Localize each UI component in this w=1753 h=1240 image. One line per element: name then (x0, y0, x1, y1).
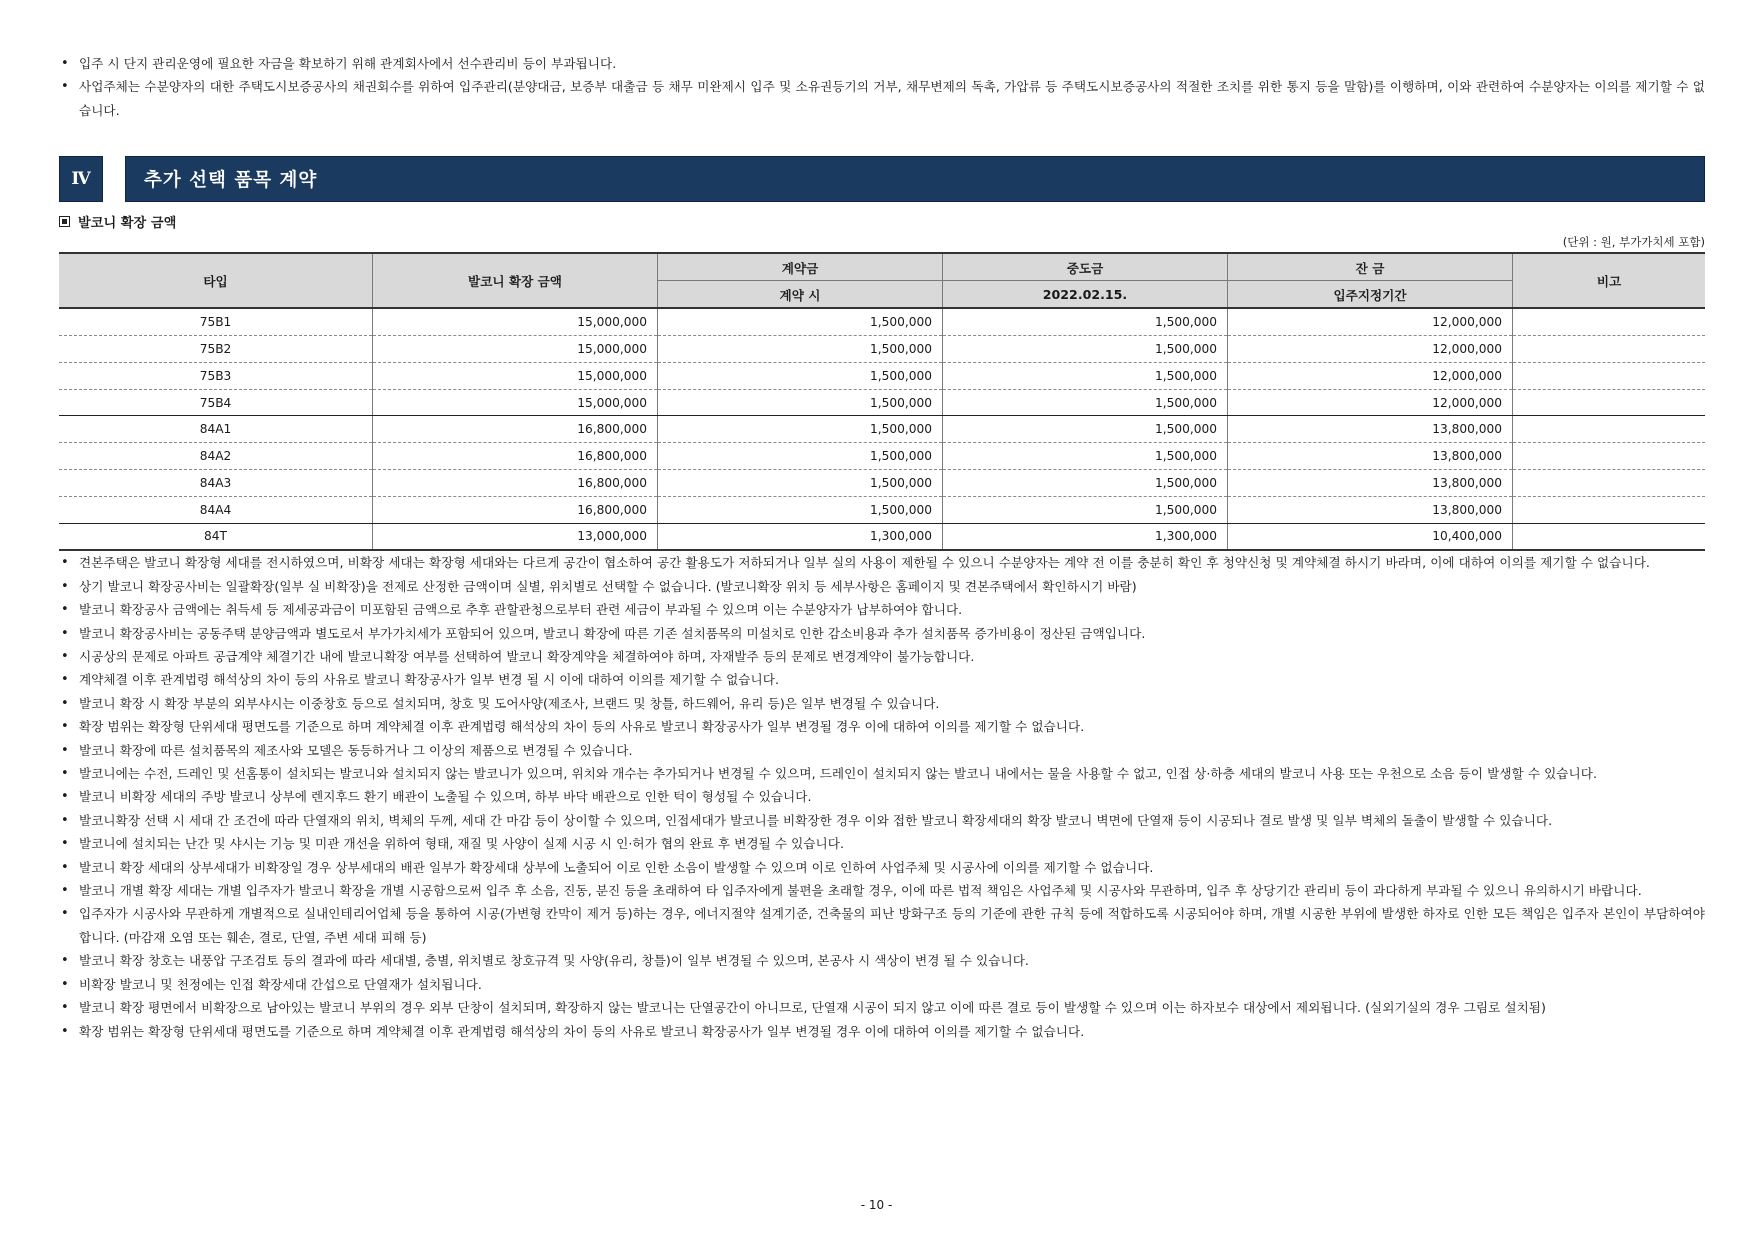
list-item: • 발코니 개별 확장 세대는 개별 입주자가 발코니 확장을 개별 시공함으로써 입주 후 소음, 진동, 분진 등을 초래하여 타 입주자에게 불편을 초래할 경우, 이에 따른 법적 책임은 사업주체 및 시공사와 무관하며, 입주 후 상당기간 관리비 등이 과다하게 부과될 수 있으니 유의하시기 바랍니다. (59, 879, 1705, 902)
table-body (59, 308, 1705, 550)
type-cell: 84A4 (59, 496, 373, 523)
remarks-cell (1513, 389, 1706, 416)
header-balance: 잔 금 (1228, 253, 1513, 281)
type-cell: 75B3 (59, 362, 373, 389)
table-row (59, 389, 1705, 416)
type-cell: 84T (59, 523, 373, 550)
list-item: • 발코니 확장공사비는 공동주택 분양금액과 별도로서 부가가치세가 포함되어 있으며, 발코니 확장에 따른 기존 설치품목의 미설치로 인한 감소비용과 추가 설치품목 증가비용이 정산된 금액입니다. (59, 622, 1705, 645)
header-remarks: 비고 (1513, 253, 1706, 308)
header-balance-when: 입주지정기간 (1228, 281, 1513, 309)
remarks-cell (1513, 523, 1706, 550)
list-item: • 상기 발코니 확장공사비는 일괄확장(일부 실 비확장)을 전제로 산정한 금액이며 실별, 위치별로 선택할 수 없습니다. (발코니확장 위치 등 세부사항은 홈페이지 및 견본주택에서 확인하시기 바람) (59, 575, 1705, 598)
list-item: • 발코니 확장에 따른 설치품목의 제조사와 모델은 동등하거나 그 이상의 제품으로 변경될 수 있습니다. (59, 739, 1705, 762)
balcony-price-table (59, 252, 1705, 551)
middle-cell: 1,500,000 (943, 470, 1228, 497)
deposit-cell: 1,500,000 (658, 416, 943, 443)
type-cell: 75B2 (59, 336, 373, 363)
deposit-cell: 1,500,000 (658, 496, 943, 523)
remarks-cell (1513, 496, 1706, 523)
amount-cell: 16,800,000 (373, 443, 658, 470)
document-page (59, 52, 1705, 1043)
remarks-cell (1513, 416, 1706, 443)
middle-cell: 1,500,000 (943, 362, 1228, 389)
list-item: • 발코니 확장 창호는 내풍압 구조검토 등의 결과에 따라 세대별, 층별, 위치별로 창호규격 및 사양(유리, 창틀)이 일부 변경될 수 있으며, 본공사 시 색상이 변경 될 수 있습니다. (59, 949, 1705, 972)
table-row (59, 443, 1705, 470)
type-cell: 84A1 (59, 416, 373, 443)
amount-cell: 15,000,000 (373, 336, 658, 363)
table-row (59, 336, 1705, 363)
amount-cell: 16,800,000 (373, 416, 658, 443)
remarks-cell (1513, 336, 1706, 363)
list-item: • 사업주체는 수분양자의 대한 주택도시보증공사의 채권회수를 위하여 입주관리(분양대금, 보증부 대출금 등 채무 미완제시 입주 및 소유권등기의 거부, 채무변제의 독촉, 가압류 등 주택도시보증공사의 적절한 조치를 위한 통지 등을 말함)를 이행하며, 이와 관련하여 수분양자는 이의를 제기할 수 없습니다. (59, 75, 1705, 122)
deposit-cell: 1,500,000 (658, 443, 943, 470)
list-item: • 발코니에는 수전, 드레인 및 선홈통이 설치되는 발코니와 설치되지 않는 발코니가 있으며, 위치와 개수는 추가되거나 변경될 수 있으며, 드레인이 설치되지 않는 발코니 내에서는 물을 사용할 수 없고, 인접 상·하층 세대의 발코니 사용 또는 우천으로 소음 등이 발생할 수 있습니다. (59, 762, 1705, 785)
remarks-cell (1513, 470, 1706, 497)
section-number: Ⅳ (59, 156, 103, 202)
deposit-cell: 1,500,000 (658, 308, 943, 335)
deposit-cell: 1,500,000 (658, 389, 943, 416)
square-bullet-icon (59, 216, 70, 227)
remarks-cell (1513, 308, 1706, 335)
middle-cell: 1,500,000 (943, 416, 1228, 443)
list-item: • 발코니 확장공사 금액에는 취득세 등 제세공과금이 미포함된 금액으로 추후 관할관청으로부터 관련 세금이 부과될 수 있으며 이는 수분양자가 납부하여야 합니다. (59, 598, 1705, 621)
type-cell: 84A2 (59, 443, 373, 470)
deposit-cell: 1,500,000 (658, 362, 943, 389)
list-item: • 시공상의 문제로 아파트 공급계약 체결기간 내에 발코니확장 여부를 선택하여 발코니 확장계약을 체결하여야 하며, 자재발주 등의 문제로 변경계약이 불가능합니다. (59, 645, 1705, 668)
unit-note: (단위 : 원, 부가가치세 포함) (1562, 235, 1705, 250)
balance-cell: 12,000,000 (1228, 336, 1513, 363)
deposit-cell: 1,500,000 (658, 470, 943, 497)
header-amount: 발코니 확장 금액 (373, 253, 658, 308)
list-item: • 발코니에 설치되는 난간 및 샤시는 기능 및 미관 개선을 위하여 형태, 재질 및 사양이 실제 시공 시 인·허가 협의 완료 후 변경될 수 있습니다. (59, 832, 1705, 855)
middle-cell: 1,500,000 (943, 496, 1228, 523)
type-cell: 75B4 (59, 389, 373, 416)
list-item: • 발코니 확장 평면에서 비확장으로 남아있는 발코니 부위의 경우 외부 단창이 설치되며, 확장하지 않는 발코니는 단열공간이 아니므로, 단열재 시공이 되지 않고 이에 따른 결로 등이 발생할 수 있으며 이는 하자보수 대상에서 제외됩니다. (실외기실의 경우 그림로 설치됨) (59, 996, 1705, 1019)
list-item: • 확장 범위는 확장형 단위세대 평면도를 기준으로 하며 계약체결 이후 관계법령 해석상의 차이 등의 사유로 발코니 확장공사가 일부 변경될 경우 이에 대하여 이의를 제기할 수 없습니다. (59, 715, 1705, 738)
middle-cell: 1,300,000 (943, 523, 1228, 550)
list-item: • 발코니 비확장 세대의 주방 발코니 상부에 렌지후드 환기 배관이 노출될 수 있으며, 하부 바닥 배관으로 인한 턱이 형성될 수 있습니다. (59, 785, 1705, 808)
list-item: • 발코니확장 선택 시 세대 간 조건에 따라 단열재의 위치, 벽체의 두께, 세대 간 마감 등이 상이할 수 있으며, 인접세대가 발코니를 비확장한 경우 이와 접한 발코니 확장세대의 확장 발코니 벽면에 단열재 등이 시공되나 결로 발생 및 일부 벽체의 돌출이 발생할 수 있습니다. (59, 809, 1705, 832)
list-item: • 발코니 확장 세대의 상부세대가 비확장일 경우 상부세대의 배관 일부가 확장세대 상부에 노출되어 이로 인한 소음이 발생할 수 있으며 이로 인하여 사업주체 및 시공사에 이의를 제기할 수 없습니다. (59, 856, 1705, 879)
balance-cell: 13,800,000 (1228, 470, 1513, 497)
table-row (59, 362, 1705, 389)
section-title: 추가 선택 품목 계약 (125, 156, 1705, 202)
remarks-cell (1513, 362, 1706, 389)
balance-cell: 13,800,000 (1228, 496, 1513, 523)
amount-cell: 15,000,000 (373, 389, 658, 416)
amount-cell: 16,800,000 (373, 496, 658, 523)
list-item: • 견본주택은 발코니 확장형 세대를 전시하였으며, 비확장 세대는 확장형 세대와는 다르게 공간이 협소하여 공간 활용도가 저하되거나 일부 실의 사용이 제한될 수 있으니 수분양자는 계약 전 이를 충분히 확인 후 청약신청 및 계약체결 하시기 바라며, 이에 대하여 이의를 제기할 수 없습니다. (59, 551, 1705, 574)
balance-cell: 12,000,000 (1228, 308, 1513, 335)
middle-cell: 1,500,000 (943, 443, 1228, 470)
table-row (59, 416, 1705, 443)
middle-cell: 1,500,000 (943, 336, 1228, 363)
subsection-heading (59, 212, 1705, 231)
list-item: • 발코니 확장 시 확장 부분의 외부샤시는 이중창호 등으로 설치되며, 창호 및 도어사양(제조사, 브랜드 및 창틀, 하드웨어, 유리 등)은 일부 변경될 수 있습니다. (59, 692, 1705, 715)
table-row (59, 470, 1705, 497)
table-row (59, 496, 1705, 523)
list-item: • 입주자가 시공사와 무관하게 개별적으로 실내인테리어업체 등을 통하여 시공(가변형 칸막이 제거 등)하는 경우, 에너지절약 설계기준, 건축물의 피난 방화구조 등의 기준에 관한 규칙 등에 적합하도록 시공되어야 하며, 개별 시공한 부위에 발생한 하자로 인한 모든 책임은 입주자 본인이 부담하여야 합니다. (마감재 오염 또는 훼손, 결로, 단열, 주변 세대 피해 등) (59, 902, 1705, 949)
type-cell: 84A3 (59, 470, 373, 497)
header-type: 타입 (59, 253, 373, 308)
list-item: • 비확장 발코니 및 천정에는 인접 확장세대 간섭으로 단열재가 설치됩니다. (59, 973, 1705, 996)
list-item: • 확장 범위는 확장형 단위세대 평면도를 기준으로 하며 계약체결 이후 관계법령 해석상의 차이 등의 사유로 발코니 확장공사가 일부 변경될 경우 이에 대하여 이의를 제기할 수 없습니다. (59, 1020, 1705, 1043)
amount-cell: 13,000,000 (373, 523, 658, 550)
balance-cell: 12,000,000 (1228, 362, 1513, 389)
amount-cell: 16,800,000 (373, 470, 658, 497)
header-deposit: 계약금 (658, 253, 943, 281)
middle-cell: 1,500,000 (943, 308, 1228, 335)
amount-cell: 15,000,000 (373, 362, 658, 389)
notes-list (59, 551, 1705, 1043)
header-middle-when: 2022.02.15. (943, 281, 1228, 309)
list-item: • 입주 시 단지 관리운영에 필요한 자금을 확보하기 위해 관계회사에서 선수관리비 등이 부과됩니다. (59, 52, 1705, 75)
subsection-title: 발코니 확장 금액 (78, 216, 177, 232)
deposit-cell: 1,300,000 (658, 523, 943, 550)
table-row (59, 523, 1705, 550)
middle-cell: 1,500,000 (943, 389, 1228, 416)
remarks-cell (1513, 443, 1706, 470)
top-notes-list (59, 52, 1705, 122)
header-middle: 중도금 (943, 253, 1228, 281)
type-cell: 75B1 (59, 308, 373, 335)
balance-cell: 13,800,000 (1228, 416, 1513, 443)
balance-cell: 10,400,000 (1228, 523, 1513, 550)
header-deposit-when: 계약 시 (658, 281, 943, 309)
deposit-cell: 1,500,000 (658, 336, 943, 363)
balance-cell: 13,800,000 (1228, 443, 1513, 470)
table-row (59, 308, 1705, 335)
balance-cell: 12,000,000 (1228, 389, 1513, 416)
section-header (59, 156, 1705, 202)
amount-cell: 15,000,000 (373, 308, 658, 335)
page-number: - 10 - (860, 1198, 893, 1212)
list-item: • 계약체결 이후 관계법령 해석상의 차이 등의 사유로 발코니 확장공사가 일부 변경 될 시 이에 대하여 이의를 제기할 수 없습니다. (59, 668, 1705, 691)
